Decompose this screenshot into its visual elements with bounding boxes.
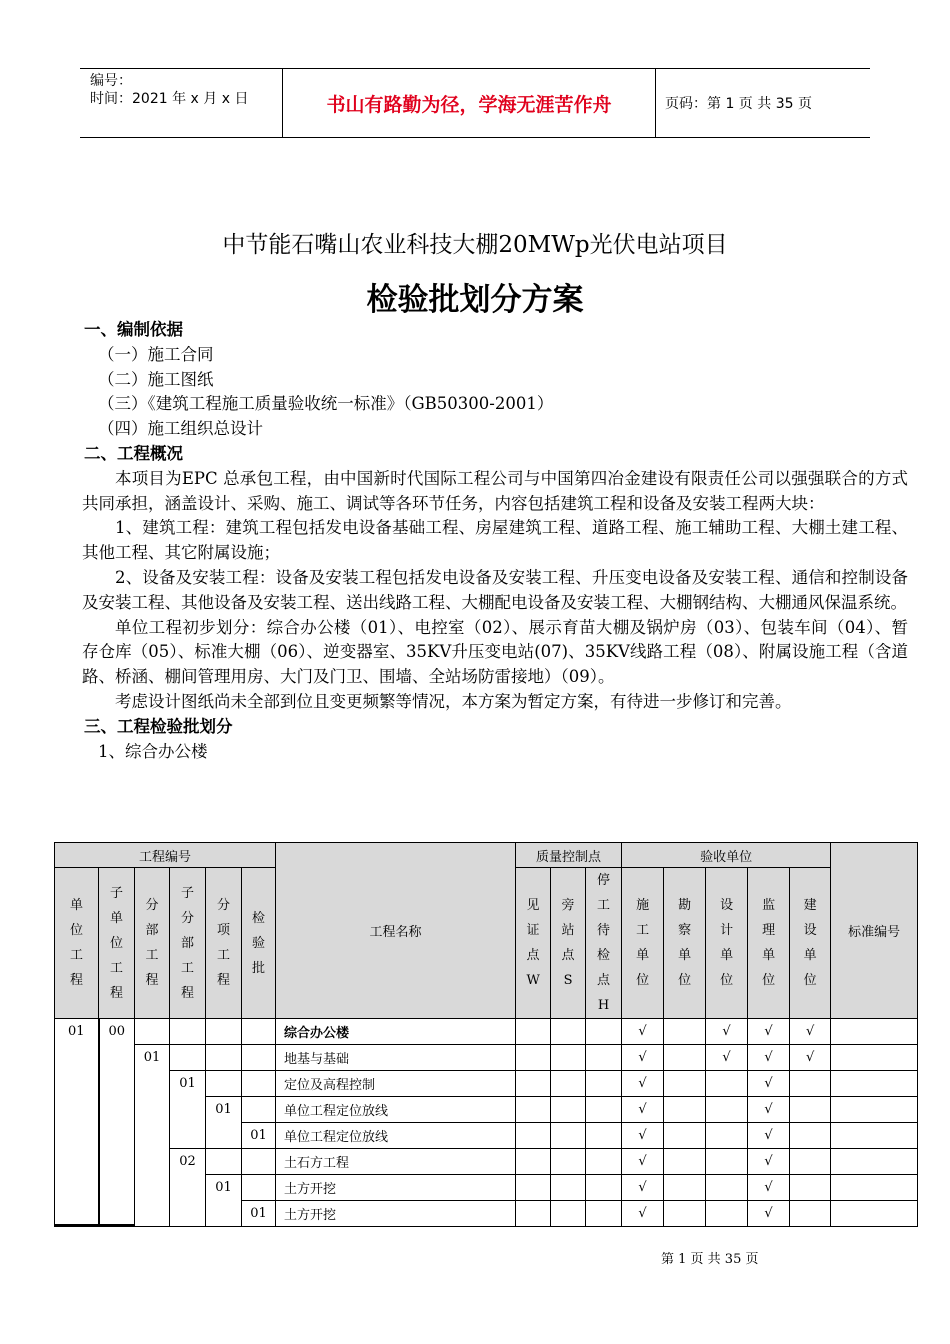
header-survey-unit: 勘察单位 [664,868,706,1019]
header-design-unit: 设计单位 [706,868,748,1019]
cell-project-name: 定位及高程控制 [276,1071,516,1097]
cell [206,1071,242,1097]
cell-check [664,1097,706,1123]
cell-check [664,1019,706,1045]
basis-item: （一）施工合同 [98,344,214,364]
basis-item: （四）施工组织总设计 [98,419,263,439]
cell-check [790,1149,831,1175]
subsection-heading: 1、综合办公楼 [98,741,208,761]
cell-check: √ [622,1019,664,1045]
cell-check [706,1097,748,1123]
cell-check: √ [748,1123,790,1149]
cell-sub-unit-code: 00 [99,1019,135,1227]
cell-check [706,1123,748,1149]
cell-project-name: 单位工程定位放线 [276,1123,516,1149]
cell [170,1045,206,1071]
table-row [55,1019,918,1045]
basis-item: （三）《建筑工程施工质量验收统一标准》（GB50300-2001） [98,394,554,414]
header-time: 时间：2021 年 x 月 x 日 [90,91,249,107]
cell-check [664,1045,706,1071]
header-division: 分部工程 [135,868,170,1019]
cell-check [706,1175,748,1201]
header-sub-division: 子分部工程 [170,868,206,1019]
cell-check: √ [706,1019,748,1045]
cell-project-name: 综合办公楼 [276,1019,516,1045]
cell-check: √ [748,1149,790,1175]
cell-check: √ [622,1071,664,1097]
cell-check: √ [748,1045,790,1071]
header-inspection-lot: 检验批 [242,868,276,1019]
cell-check: √ [622,1045,664,1071]
header-standard-number: 标准编号 [831,843,918,1019]
cell-check [706,1149,748,1175]
cell-item-code: 01 [206,1097,242,1149]
section-heading-2: 二、工程概况 [84,443,183,463]
cell-check: √ [622,1123,664,1149]
cell [242,1149,276,1175]
header-construction-unit: 施工单位 [622,868,664,1019]
cell-check: √ [706,1045,748,1071]
cell-check: √ [622,1149,664,1175]
overview-paragraph: 2、设备及安装工程：设备及安装工程包括发电设备及安装工程、升压变电设备及安装工程、通信和控制设备及安装工程、其他设备及安装工程、送出线路工程、大棚配电设备及安装工程、大棚钢结构、大棚通风保温系统。 [82,567,908,612]
cell [242,1071,276,1097]
header-side-station-point: 旁站点S [551,868,586,1019]
cell [242,1097,276,1123]
table-bottom-rule [54,1224,134,1226]
cell-check [790,1201,831,1227]
section-heading-1: 一、编制依据 [84,320,183,339]
header-supervision-unit: 监理单位 [748,868,790,1019]
cell-check [664,1071,706,1097]
cell-check: √ [748,1097,790,1123]
cell-division-code: 01 [135,1045,170,1227]
header-item: 分项工程 [206,868,242,1019]
header-project-name: 工程名称 [276,843,516,1019]
cell-project-name: 土方开挖 [276,1201,516,1227]
header-witness-point: 见证点W [516,868,551,1019]
document-subtitle: 检验批划分方案 [366,282,584,318]
header-hold-point: 停工待检点H [586,868,622,1019]
cell-unit-code: 01 [55,1019,99,1227]
cell [135,1019,170,1045]
cell-check: √ [622,1201,664,1227]
cell-project-name: 土方开挖 [276,1175,516,1201]
cell-check: √ [748,1175,790,1201]
cell [206,1045,242,1071]
cell-check [790,1071,831,1097]
cell-project-name: 地基与基础 [276,1045,516,1071]
cell-sub-division-code: 01 [170,1071,206,1149]
overview-paragraph: 考虑设计图纸尚未全部到位且变更频繁等情况，本方案为暂定方案，有待进一步修订和完善。 [115,691,792,711]
cell-check: √ [622,1175,664,1201]
cell-check [664,1123,706,1149]
cell-sub-division-code: 02 [170,1149,206,1227]
cell [242,1175,276,1201]
header-code-group: 工程编号 [55,843,276,868]
section-heading-3: 三、工程检验批划分 [84,716,233,736]
cell-check: √ [748,1019,790,1045]
cell-check [790,1123,831,1149]
cell-check: √ [790,1019,831,1045]
cell-lot-code: 01 [242,1201,276,1227]
cell-check [790,1097,831,1123]
header-quality-group: 质量控制点 [516,843,622,868]
overview-paragraph: 本项目为EPC 总承包工程，由中国新时代国际工程公司与中国第四冶金建设有限责任公司以强强联合的方式共同承担，涵盖设计、采购、施工、调试等各环节任务，内容包括建筑工程和设备及安装工程两大块： [82,468,908,513]
inspection-lot-table [54,842,918,1227]
header-sub-unit-project: 子单位工程 [99,868,135,1019]
cell-check: √ [748,1071,790,1097]
cell [242,1019,276,1045]
overview-paragraph: 1、建筑工程：建筑工程包括发电设备基础工程、房屋建筑工程、道路工程、施工辅助工程、大棚土建工程、其他工程、其它附属设施； [82,518,908,563]
header-motto: 书山有路勤为径，学海无涯苦作舟 [282,69,656,137]
cell-project-name: 土石方工程 [276,1149,516,1175]
header-number: 编号： [90,73,132,89]
cell-check [664,1175,706,1201]
cell-check [706,1071,748,1097]
header-meta [80,69,282,137]
header-acceptance-group: 验收单位 [622,843,831,868]
document-body [82,318,908,764]
cell [206,1019,242,1045]
header-owner-unit: 建设单位 [790,868,831,1019]
cell [206,1149,242,1175]
table-row [55,1045,918,1071]
cell [170,1019,206,1045]
table-row [55,1071,918,1097]
header-page-info: 页码：第 1 页 共 35 页 [665,96,812,112]
cell-check: √ [790,1045,831,1071]
document-title: 中节能石嘴山农业科技大棚20MWp光伏电站项目 [222,232,728,258]
cell-check [664,1201,706,1227]
cell-check [664,1149,706,1175]
basis-item: （二）施工图纸 [98,369,214,389]
table-row [55,1149,918,1175]
cell-check [790,1175,831,1201]
cell-check: √ [622,1097,664,1123]
cell-lot-code: 01 [242,1123,276,1149]
cell-item-code: 01 [206,1175,242,1227]
overview-paragraph: 单位工程初步划分：综合办公楼（01）、电控室（02）、展示育苗大棚及锅炉房（03）、包装车间（04）、暂存仓库（05）、标准大棚（06）、逆变器室、35KV升压变电站(07)、35KV线路工程（08）、附属设施工程（含道路、桥涵、棚间管理用房、大门及门卫、围墙、全站场防雷接地）（09）。 [82,617,908,687]
cell-project-name: 单位工程定位放线 [276,1097,516,1123]
cell [242,1045,276,1071]
cell-check [706,1201,748,1227]
page-header [80,68,870,138]
page-footer: 第 1 页 共 35 页 [661,1252,759,1267]
header-unit-project: 单位工程 [55,868,99,1019]
cell-check: √ [748,1201,790,1227]
